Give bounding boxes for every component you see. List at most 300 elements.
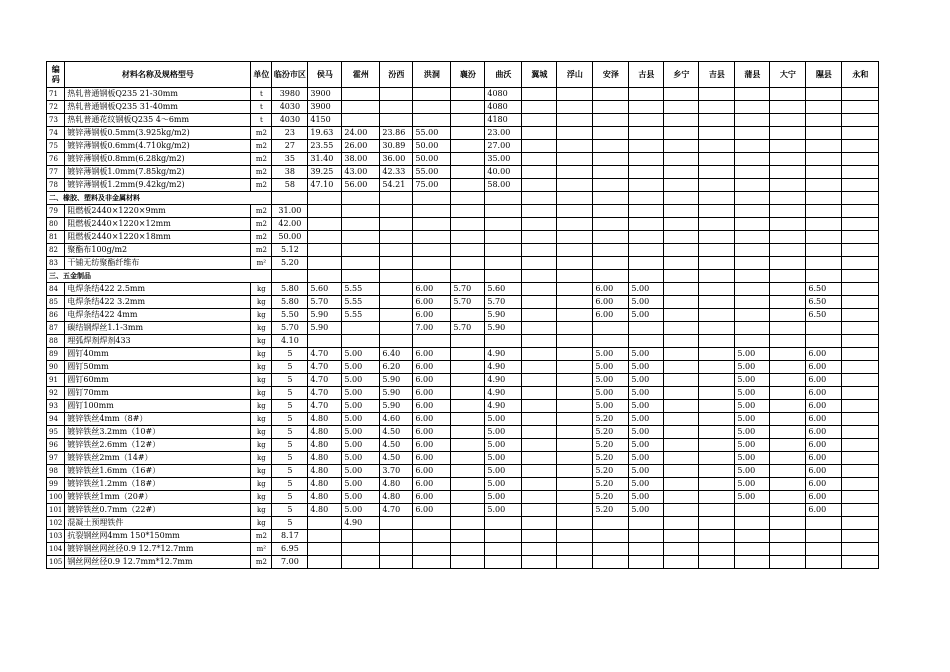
price-cell (451, 127, 485, 140)
price-cell (522, 88, 557, 101)
price-cell: 5.00 (629, 452, 664, 465)
material-name: 镀锌薄钢板1.2mm(9.42kg/m2) (65, 179, 251, 192)
price-cell: 5.00 (629, 491, 664, 504)
row-code: 92 (47, 387, 65, 400)
price-cell (842, 244, 879, 257)
price-cell: 4080 (485, 101, 522, 114)
price-cell (413, 101, 451, 114)
price-cell (806, 543, 842, 556)
price-cell (664, 88, 699, 101)
price-cell (342, 101, 380, 114)
unit: kg (251, 374, 272, 387)
price-cell (451, 387, 485, 400)
row-code: 102 (47, 517, 65, 530)
price-cell: 5.00 (593, 400, 629, 413)
price-cell (842, 465, 879, 478)
price-cell (699, 114, 735, 127)
empty-cell (451, 270, 485, 283)
price-cell: 6.00 (413, 478, 451, 491)
price-cell: 47.10 (308, 179, 342, 192)
unit: kg (251, 439, 272, 452)
price-cell (735, 179, 770, 192)
price-cell: 8.17 (272, 530, 308, 543)
empty-cell (699, 192, 735, 205)
price-cell (522, 504, 557, 517)
price-cell: 5.20 (593, 439, 629, 452)
price-cell: 4.80 (308, 426, 342, 439)
price-cell (735, 140, 770, 153)
section-title: 二、橡胶、塑料及非金属材料 (47, 192, 272, 205)
price-cell: 4.90 (485, 374, 522, 387)
price-cell: 3900 (308, 101, 342, 114)
price-cell (557, 439, 593, 452)
empty-cell (699, 270, 735, 283)
price-cell (557, 322, 593, 335)
price-cell: 5.90 (485, 309, 522, 322)
price-cell (735, 517, 770, 530)
price-cell (770, 218, 806, 231)
price-cell: 5.00 (593, 387, 629, 400)
price-cell: 6.00 (413, 465, 451, 478)
price-cell: 5.20 (593, 413, 629, 426)
price-cell (770, 491, 806, 504)
price-cell: 5.60 (485, 283, 522, 296)
price-cell (806, 517, 842, 530)
price-cell: 4.60 (380, 413, 413, 426)
price-cell (664, 114, 699, 127)
price-cell (735, 88, 770, 101)
row-code: 95 (47, 426, 65, 439)
price-cell (522, 400, 557, 413)
row-code: 81 (47, 231, 65, 244)
empty-cell (413, 270, 451, 283)
price-cell (735, 335, 770, 348)
price-cell: 42.33 (380, 166, 413, 179)
price-cell (664, 309, 699, 322)
price-cell (842, 101, 879, 114)
price-cell (699, 361, 735, 374)
price-cell (664, 322, 699, 335)
price-cell (557, 218, 593, 231)
header-yonghe: 永和 (842, 62, 879, 88)
price-cell: 5.70 (308, 296, 342, 309)
row-code: 103 (47, 530, 65, 543)
material-name: 电焊条结422 4mm (65, 309, 251, 322)
price-cell (413, 530, 451, 543)
price-cell (342, 218, 380, 231)
row-code: 104 (47, 543, 65, 556)
price-cell: 5.00 (485, 439, 522, 452)
price-cell (664, 413, 699, 426)
price-cell (342, 205, 380, 218)
price-cell (806, 205, 842, 218)
material-name: 埋弧焊剂焊剂433 (65, 335, 251, 348)
price-cell (629, 556, 664, 569)
price-cell (664, 400, 699, 413)
price-cell (557, 153, 593, 166)
price-cell: 42.00 (272, 218, 308, 231)
price-cell: 5.00 (342, 439, 380, 452)
price-cell (629, 543, 664, 556)
price-cell: 5.90 (308, 309, 342, 322)
price-cell: 4.80 (380, 478, 413, 491)
material-name: 热轧普通钢板Q235 21-30mm (65, 88, 251, 101)
unit: kg (251, 465, 272, 478)
price-cell (557, 361, 593, 374)
table-row (47, 205, 879, 218)
empty-cell (485, 192, 522, 205)
material-name: 镀锌铁丝1.2mm（18#） (65, 478, 251, 491)
price-cell: 4.70 (308, 348, 342, 361)
price-cell: 4.80 (308, 465, 342, 478)
table-row (47, 88, 879, 101)
unit: kg (251, 413, 272, 426)
price-cell (629, 114, 664, 127)
price-cell (770, 452, 806, 465)
price-cell (451, 153, 485, 166)
price-cell (380, 309, 413, 322)
price-cell: 5.20 (272, 257, 308, 270)
empty-cell (451, 192, 485, 205)
unit: m2 (251, 140, 272, 153)
price-cell: 5.00 (629, 387, 664, 400)
price-cell (699, 283, 735, 296)
price-cell (557, 231, 593, 244)
price-cell (699, 517, 735, 530)
empty-cell (557, 270, 593, 283)
price-cell (842, 218, 879, 231)
row-code: 99 (47, 478, 65, 491)
price-cell (557, 556, 593, 569)
price-cell: 6.00 (413, 452, 451, 465)
price-cell (664, 348, 699, 361)
price-cell (451, 374, 485, 387)
price-cell: 3900 (308, 88, 342, 101)
price-cell (308, 257, 342, 270)
price-cell: 5.00 (735, 348, 770, 361)
price-cell: 5.00 (485, 491, 522, 504)
price-cell (735, 296, 770, 309)
row-code: 90 (47, 361, 65, 374)
row-code: 98 (47, 465, 65, 478)
price-cell (413, 205, 451, 218)
table-row (47, 283, 879, 296)
price-cell: 5.00 (735, 374, 770, 387)
price-cell (699, 166, 735, 179)
table-row (47, 166, 879, 179)
price-cell (842, 517, 879, 530)
price-cell (308, 517, 342, 530)
unit: t (251, 101, 272, 114)
unit: kg (251, 309, 272, 322)
empty-cell (272, 192, 308, 205)
price-cell (699, 244, 735, 257)
price-cell (451, 218, 485, 231)
price-cell (699, 478, 735, 491)
unit: m2 (251, 231, 272, 244)
price-cell: 26.00 (342, 140, 380, 153)
price-cell (842, 114, 879, 127)
price-cell: 5.00 (735, 400, 770, 413)
price-cell (451, 426, 485, 439)
price-cell (485, 218, 522, 231)
price-cell (842, 387, 879, 400)
table-row (47, 335, 879, 348)
price-cell (342, 556, 380, 569)
price-cell (770, 166, 806, 179)
row-code: 82 (47, 244, 65, 257)
empty-cell (593, 192, 629, 205)
price-cell (557, 335, 593, 348)
unit: m2 (251, 530, 272, 543)
price-cell: 5.00 (485, 504, 522, 517)
price-cell: 5.00 (735, 491, 770, 504)
price-cell (522, 179, 557, 192)
price-cell: 5.00 (735, 387, 770, 400)
material-name: 镀锌铁丝2.6mm（12#） (65, 439, 251, 452)
price-cell (522, 426, 557, 439)
price-cell (522, 166, 557, 179)
price-cell (842, 322, 879, 335)
price-cell: 5.20 (593, 452, 629, 465)
price-cell: 4150 (308, 114, 342, 127)
price-cell (770, 88, 806, 101)
price-cell: 5.20 (593, 491, 629, 504)
price-cell: 5.55 (342, 283, 380, 296)
price-cell (413, 88, 451, 101)
price-cell: 31.40 (308, 153, 342, 166)
price-cell (593, 114, 629, 127)
price-cell: 5.00 (735, 361, 770, 374)
price-cell (593, 88, 629, 101)
price-cell: 5.00 (342, 465, 380, 478)
price-cell (557, 309, 593, 322)
price-cell: 54.21 (380, 179, 413, 192)
price-cell (485, 205, 522, 218)
price-cell (770, 556, 806, 569)
price-cell: 5.00 (342, 504, 380, 517)
price-cell (593, 322, 629, 335)
price-cell (557, 400, 593, 413)
price-cell: 36.00 (380, 153, 413, 166)
price-cell: 4.80 (308, 491, 342, 504)
price-cell: 6.00 (806, 504, 842, 517)
price-cell: 4080 (485, 88, 522, 101)
price-cell (557, 374, 593, 387)
price-cell: 5 (272, 491, 308, 504)
price-cell (770, 205, 806, 218)
header-xixian: 隰县 (806, 62, 842, 88)
table-row (47, 179, 879, 192)
row-code: 89 (47, 348, 65, 361)
table-row (47, 517, 879, 530)
price-cell (664, 439, 699, 452)
price-cell: 6.95 (272, 543, 308, 556)
price-cell: 5.00 (629, 400, 664, 413)
unit: m2 (251, 244, 272, 257)
price-cell (770, 296, 806, 309)
table-row (47, 478, 879, 491)
price-cell (593, 231, 629, 244)
empty-cell (806, 192, 842, 205)
price-cell: 4.70 (308, 387, 342, 400)
price-cell (451, 543, 485, 556)
price-cell (842, 296, 879, 309)
price-cell: 6.00 (413, 348, 451, 361)
price-cell (699, 322, 735, 335)
material-name: 混凝土预埋铁件 (65, 517, 251, 530)
price-cell: 5.00 (735, 465, 770, 478)
price-cell (699, 218, 735, 231)
price-cell (522, 153, 557, 166)
price-cell: 35 (272, 153, 308, 166)
unit: kg (251, 387, 272, 400)
unit: m2 (251, 205, 272, 218)
price-cell (557, 478, 593, 491)
price-cell (451, 413, 485, 426)
row-code: 84 (47, 283, 65, 296)
price-cell: 6.50 (806, 309, 842, 322)
material-name: 圆钉50mm (65, 361, 251, 374)
price-cell (557, 348, 593, 361)
row-code: 100 (47, 491, 65, 504)
price-cell: 4.90 (485, 348, 522, 361)
price-cell (735, 153, 770, 166)
price-cell (735, 101, 770, 114)
header-yicheng: 翼城 (522, 62, 557, 88)
price-cell (629, 101, 664, 114)
price-cell (735, 127, 770, 140)
price-cell: 5.00 (342, 374, 380, 387)
header-material-name: 材料名称及规格型号 (65, 62, 251, 88)
table-row (47, 231, 879, 244)
empty-cell (806, 270, 842, 283)
price-cell: 5.20 (593, 465, 629, 478)
price-cell (770, 153, 806, 166)
table-row (47, 556, 879, 569)
price-cell (522, 244, 557, 257)
row-code: 80 (47, 218, 65, 231)
price-cell: 30.89 (380, 140, 413, 153)
price-cell (413, 556, 451, 569)
price-cell (806, 257, 842, 270)
price-cell (842, 166, 879, 179)
price-cell (664, 179, 699, 192)
price-cell: 5.20 (593, 504, 629, 517)
material-name: 碳结钢焊丝1.1-3mm (65, 322, 251, 335)
price-cell (629, 335, 664, 348)
row-code: 73 (47, 114, 65, 127)
material-name: 阻燃板2440×1220×12mm (65, 218, 251, 231)
header-guxian: 古县 (629, 62, 664, 88)
price-cell (557, 205, 593, 218)
price-cell: 5.00 (735, 426, 770, 439)
price-cell (557, 296, 593, 309)
price-cell (770, 465, 806, 478)
price-cell (451, 205, 485, 218)
price-cell: 5.00 (342, 413, 380, 426)
price-cell: 5 (272, 361, 308, 374)
empty-cell (308, 270, 342, 283)
empty-cell (522, 192, 557, 205)
price-cell: 4.70 (308, 400, 342, 413)
price-cell (342, 114, 380, 127)
price-cell: 4.90 (485, 387, 522, 400)
price-cell: 50.00 (413, 153, 451, 166)
price-cell (770, 400, 806, 413)
table-row (47, 127, 879, 140)
empty-cell (770, 192, 806, 205)
empty-cell (842, 192, 879, 205)
table-row (47, 101, 879, 114)
price-cell: 6.00 (413, 296, 451, 309)
price-cell (699, 413, 735, 426)
price-cell (770, 361, 806, 374)
price-cell (699, 296, 735, 309)
price-cell: 5.00 (485, 465, 522, 478)
price-cell: 5.80 (272, 296, 308, 309)
price-cell: 5 (272, 374, 308, 387)
price-cell: 6.50 (806, 283, 842, 296)
price-cell (664, 517, 699, 530)
table-row (47, 439, 879, 452)
row-code: 72 (47, 101, 65, 114)
unit: kg (251, 426, 272, 439)
price-cell (593, 218, 629, 231)
price-cell (593, 101, 629, 114)
header-code: 编码 (47, 62, 65, 88)
price-cell: 24.00 (342, 127, 380, 140)
price-cell (522, 361, 557, 374)
price-cell: 5.55 (342, 296, 380, 309)
price-cell (699, 465, 735, 478)
price-cell (342, 244, 380, 257)
price-cell (522, 283, 557, 296)
price-cell (664, 452, 699, 465)
price-cell (451, 361, 485, 374)
price-cell (735, 218, 770, 231)
table-row (47, 309, 879, 322)
price-cell (770, 179, 806, 192)
price-cell (451, 179, 485, 192)
price-cell (735, 166, 770, 179)
price-cell (451, 348, 485, 361)
row-code: 75 (47, 140, 65, 153)
price-cell: 5.70 (451, 283, 485, 296)
price-cell: 58 (272, 179, 308, 192)
price-cell (664, 530, 699, 543)
price-cell (664, 556, 699, 569)
price-cell (451, 400, 485, 413)
material-name: 镀锌铁丝1mm（20#） (65, 491, 251, 504)
price-cell (557, 491, 593, 504)
table-row (47, 296, 879, 309)
price-cell (806, 530, 842, 543)
material-name: 圆钉70mm (65, 387, 251, 400)
price-cell (451, 452, 485, 465)
price-cell (735, 231, 770, 244)
price-cell: 5.00 (485, 413, 522, 426)
price-cell (522, 309, 557, 322)
empty-cell (485, 270, 522, 283)
price-cell (557, 504, 593, 517)
price-cell (699, 426, 735, 439)
material-name: 阻燃板2440×1220×18mm (65, 231, 251, 244)
price-cell (629, 179, 664, 192)
material-name: 钢丝网丝径0.9 12.7mm*12.7mm (65, 556, 251, 569)
header-xiangfen: 襄汾 (451, 62, 485, 88)
price-cell (664, 491, 699, 504)
